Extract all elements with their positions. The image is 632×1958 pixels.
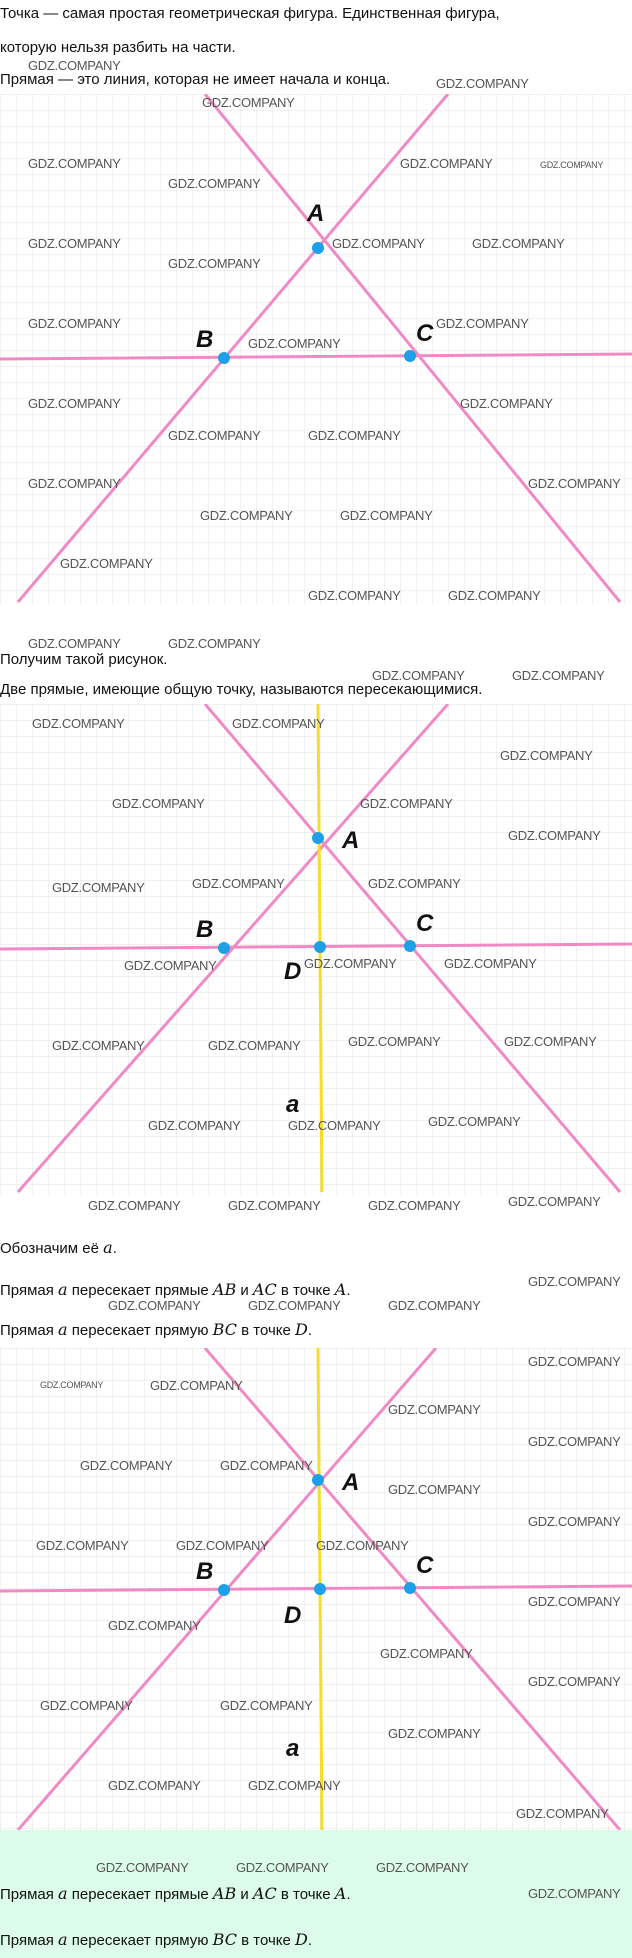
point-c: [404, 350, 416, 362]
point-d: [314, 941, 326, 953]
s1-ac: AC: [252, 1280, 277, 1299]
watermark: GDZ.COMPANY: [528, 1354, 621, 1369]
point-a: [312, 832, 324, 844]
watermark: GDZ.COMPANY: [108, 1778, 201, 1793]
paragraph-point-definition-line2: которую нельзя разбить на части.: [0, 39, 236, 56]
s2-mid: пересекает прямую: [67, 1322, 213, 1339]
point-d: [314, 1583, 326, 1595]
label-b: B: [196, 916, 214, 943]
a2-end: .: [307, 1932, 313, 1949]
watermark: GDZ.COMPANY: [112, 796, 205, 811]
label-a: A: [342, 827, 360, 854]
s2-var: a: [58, 1320, 68, 1339]
watermark: GDZ.COMPANY: [368, 1198, 461, 1213]
s1-mid: пересекает прямые: [67, 1282, 213, 1299]
watermark: GDZ.COMPANY: [248, 336, 341, 351]
label-c: C: [416, 910, 434, 937]
label-c: C: [416, 1552, 434, 1579]
watermark: GDZ.COMPANY: [528, 1674, 621, 1689]
s2-pt: D: [295, 1320, 308, 1339]
label-a: A: [307, 200, 325, 227]
watermark: GDZ.COMPANY: [192, 876, 285, 891]
a1-var: a: [58, 1884, 68, 1903]
watermark: GDZ.COMPANY: [332, 236, 425, 251]
watermark: GDZ.COMPANY: [28, 316, 121, 331]
watermark: GDZ.COMPANY: [500, 748, 593, 763]
watermark: GDZ.COMPANY: [460, 396, 553, 411]
a1-pre: Прямая: [0, 1886, 59, 1903]
watermark: GDZ.COMPANY: [248, 1778, 341, 1793]
watermark: GDZ.COMPANY: [176, 1538, 269, 1553]
paragraph-denote-a: [0, 1238, 117, 1259]
a1-mid: пересекает прямые: [67, 1886, 213, 1903]
point-b: [218, 352, 230, 364]
s1-pre: Прямая: [0, 1282, 59, 1299]
watermark: GDZ.COMPANY: [236, 1860, 329, 1875]
label-b: B: [196, 326, 214, 353]
watermark: GDZ.COMPANY: [436, 76, 529, 91]
a1-ab: AB: [212, 1884, 237, 1903]
watermark: GDZ.COMPANY: [96, 1860, 189, 1875]
paragraph-line-definition: Прямая — это линия, которая не имеет начала и конца.: [0, 71, 391, 88]
s1-var: a: [58, 1280, 68, 1299]
watermark: GDZ.COMPANY: [516, 1806, 609, 1821]
watermark: GDZ.COMPANY: [32, 716, 125, 731]
watermark: GDZ.COMPANY: [208, 1038, 301, 1053]
watermark: GDZ.COMPANY: [428, 1114, 521, 1129]
watermark: GDZ.COMPANY: [316, 1538, 409, 1553]
a1-end: .: [346, 1886, 351, 1903]
point-a: [312, 1474, 324, 1486]
statement-a-intersects-bc: [0, 1320, 312, 1341]
watermark: GDZ.COMPANY: [108, 1618, 201, 1633]
a2-bc: BC: [212, 1930, 237, 1949]
s1-in: в точке: [276, 1282, 335, 1299]
figure-3-svg: [0, 1348, 632, 1833]
watermark: GDZ.COMPANY: [168, 636, 261, 651]
label-line-a: a: [286, 1091, 300, 1118]
label-d: D: [284, 1602, 302, 1629]
a1-pt: A: [334, 1884, 347, 1903]
a2-in: в точке: [236, 1932, 296, 1949]
watermark: GDZ.COMPANY: [528, 1594, 621, 1609]
watermark: GDZ.COMPANY: [368, 876, 461, 891]
watermark: GDZ.COMPANY: [340, 508, 433, 523]
paragraph-point-definition-line1: Точка — самая простая геометрическая фигура. Единственная фигура,: [0, 5, 500, 22]
watermark: GDZ.COMPANY: [40, 1698, 133, 1713]
watermark: GDZ.COMPANY: [36, 1538, 129, 1553]
a1-and: и: [236, 1886, 253, 1903]
watermark: GDZ.COMPANY: [380, 1646, 473, 1661]
watermark: GDZ.COMPANY: [372, 668, 465, 683]
watermark: GDZ.COMPANY: [228, 1198, 321, 1213]
answer-a-intersects-bc: [0, 1930, 312, 1951]
watermark: GDZ.COMPANY: [528, 1514, 621, 1529]
watermark: GDZ.COMPANY: [508, 1194, 601, 1209]
a2-pt: D: [295, 1930, 308, 1949]
watermark: GDZ.COMPANY: [308, 428, 401, 443]
point-b: [218, 1584, 230, 1596]
watermark: GDZ.COMPANY: [220, 1458, 313, 1473]
watermark: GDZ.COMPANY: [400, 156, 493, 171]
watermark: GDZ.COMPANY: [248, 1298, 341, 1313]
watermark: GDZ.COMPANY: [232, 716, 325, 731]
label-d: D: [284, 958, 302, 985]
watermark: GDZ.COMPANY: [88, 1198, 181, 1213]
point-c: [404, 1582, 416, 1594]
watermark: GDZ.COMPANY: [40, 1380, 104, 1390]
watermark: GDZ.COMPANY: [28, 156, 121, 171]
watermark: GDZ.COMPANY: [28, 236, 121, 251]
watermark: GDZ.COMPANY: [388, 1298, 481, 1313]
paragraph-got-picture: Получим такой рисунок.: [0, 651, 168, 668]
watermark: GDZ.COMPANY: [202, 95, 295, 110]
denote-var: a: [103, 1238, 113, 1257]
s1-ab: AB: [212, 1280, 237, 1299]
watermark: GDZ.COMPANY: [28, 58, 121, 73]
watermark: GDZ.COMPANY: [168, 256, 261, 271]
s1-pt: A: [334, 1280, 347, 1299]
a1-in: в точке: [276, 1886, 335, 1903]
watermark: GDZ.COMPANY: [220, 1698, 313, 1713]
s2-end: .: [307, 1322, 313, 1339]
denote-text: Обозначим её: [0, 1240, 104, 1257]
a1-ac: AC: [252, 1884, 277, 1903]
label-line-a: a: [286, 1735, 300, 1762]
watermark: GDZ.COMPANY: [124, 958, 217, 973]
label-a: A: [342, 1469, 360, 1496]
s1-end: .: [346, 1282, 351, 1299]
point-a: [312, 242, 324, 254]
a2-mid: пересекает прямую: [67, 1932, 213, 1949]
watermark: GDZ.COMPANY: [80, 1458, 173, 1473]
watermark: GDZ.COMPANY: [388, 1482, 481, 1497]
watermark: GDZ.COMPANY: [512, 668, 605, 683]
s2-bc: BC: [212, 1320, 237, 1339]
watermark: GDZ.COMPANY: [472, 236, 565, 251]
s2-in: в точке: [236, 1322, 296, 1339]
a2-var: a: [58, 1930, 68, 1949]
watermark: GDZ.COMPANY: [528, 1886, 621, 1901]
watermark: GDZ.COMPANY: [148, 1118, 241, 1133]
watermark: GDZ.COMPANY: [528, 1434, 621, 1449]
point-b: [218, 942, 230, 954]
paragraph-intersecting-lines: Две прямые, имеющие общую точку, называются пересекающимися.: [0, 681, 483, 698]
watermark: GDZ.COMPANY: [168, 428, 261, 443]
watermark: GDZ.COMPANY: [28, 476, 121, 491]
watermark: GDZ.COMPANY: [540, 160, 604, 170]
watermark: GDZ.COMPANY: [150, 1378, 243, 1393]
watermark: GDZ.COMPANY: [52, 1038, 145, 1053]
watermark: GDZ.COMPANY: [52, 880, 145, 895]
watermark: GDZ.COMPANY: [200, 508, 293, 523]
answer-a-intersects-ab-ac: [0, 1884, 351, 1905]
watermark: GDZ.COMPANY: [308, 588, 401, 603]
watermark: GDZ.COMPANY: [360, 796, 453, 811]
watermark: GDZ.COMPANY: [28, 396, 121, 411]
watermark: GDZ.COMPANY: [376, 1860, 469, 1875]
watermark: GDZ.COMPANY: [388, 1402, 481, 1417]
watermark: GDZ.COMPANY: [388, 1726, 481, 1741]
watermark: GDZ.COMPANY: [504, 1034, 597, 1049]
label-b: B: [196, 1558, 214, 1585]
watermark: GDZ.COMPANY: [436, 316, 529, 331]
watermark: GDZ.COMPANY: [448, 588, 541, 603]
watermark: GDZ.COMPANY: [28, 636, 121, 651]
label-c: C: [416, 320, 434, 347]
s2-pre: Прямая: [0, 1322, 59, 1339]
watermark: GDZ.COMPANY: [528, 476, 621, 491]
a2-pre: Прямая: [0, 1932, 59, 1949]
watermark: GDZ.COMPANY: [288, 1118, 381, 1133]
watermark: GDZ.COMPANY: [60, 556, 153, 571]
watermark: GDZ.COMPANY: [348, 1034, 441, 1049]
point-c: [404, 940, 416, 952]
watermark: GDZ.COMPANY: [108, 1298, 201, 1313]
denote-dot: .: [112, 1240, 117, 1257]
watermark: GDZ.COMPANY: [508, 828, 601, 843]
watermark: GDZ.COMPANY: [304, 956, 397, 971]
figure-3-final: [0, 1348, 632, 1833]
watermark: GDZ.COMPANY: [528, 1274, 621, 1289]
watermark: GDZ.COMPANY: [444, 956, 537, 971]
s1-and: и: [236, 1282, 253, 1299]
watermark: GDZ.COMPANY: [168, 176, 261, 191]
